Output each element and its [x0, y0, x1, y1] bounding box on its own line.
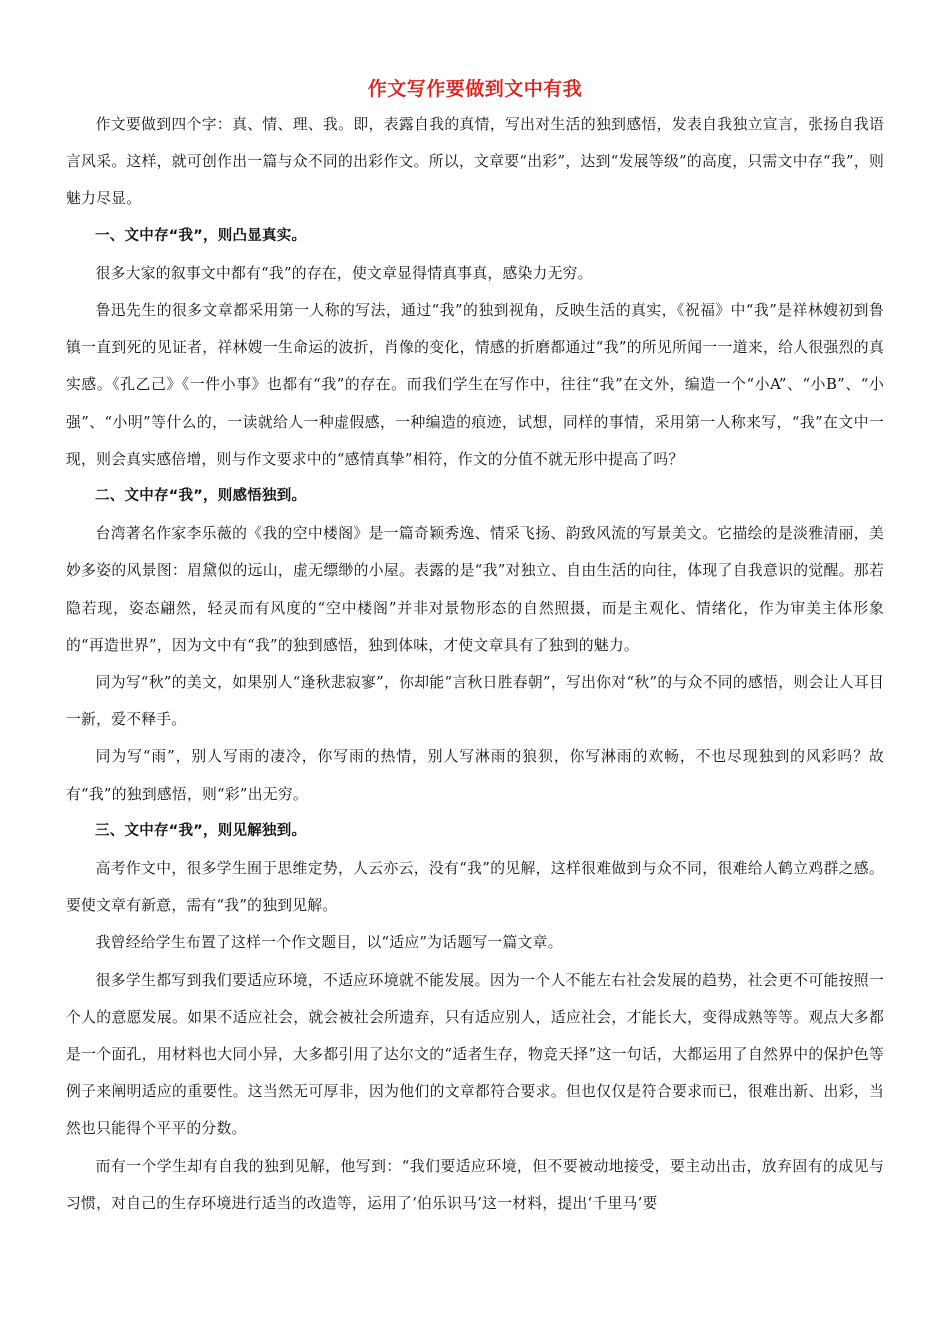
- paragraph: 而有一个学生却有自我的独到见解，他写到：“我们要适应环境，但不要被动地接受，要主动出击，放弃固有的成见与习惯，对自己的生存环境进行适当的改造等，运用了‘伯乐识马’这一材料，提出‘千里马’要: [66, 1157, 884, 1212]
- paragraph-intro: 作文要做到四个字：真、情、理、我。即，表露自我的真情，写出对生活的独到感悟，发表自我独立宣言，张扬自我语言风采。这样，就可创作出一篇与众不同的出彩作文。所以，文章要“出彩”，达到“发展等级”的高度，只需文中存“我”，则魅力尽显。: [66, 116, 884, 208]
- paragraph: 很多大家的叙事文中都有“我”的存在，使文章显得情真事真，感染力无穷。: [95, 264, 593, 282]
- paragraph: 很多学生都写到我们要适应环境，不适应环境就不能发展。因为一个人不能左右社会发展的趋势，社会更不可能按照一个人的意愿发展。如果不适应社会，就会被社会所遗弃，只有适应别人，适应社会，才能长大，变得成熟等等。观点大多都是一个面孔，用材料也大同小异，大多都引用了达尔文的“适者生存，物竞天择”这一句话，大都运用了自然界中的保护色等例子来阐明适应的重要性。这当然无可厚非，因为他们的文章都符合要求。但也仅仅是符合要求而已，很难出新、出彩，当然也只能得个平平的分数。: [66, 971, 884, 1138]
- paragraph: 台湾著名作家李乐薇的《我的空中楼阁》是一篇奇颖秀逸、情采飞扬、韵致风流的写景美文。它描绘的是淡雅清丽，美妙多姿的风景图：眉黛似的远山，虚无缥缈的小屋。表露的是“我”对独立、自由生活的向往，体现了自我意识的觉醒。那若隐若现，姿态翩然，轻灵而有风度的“空中楼阁”并非对景物形态的自然照摄，而是主观化、情绪化，作为审美主体形象的“再造世界”，因为文中有“我”的独到感悟，独到体味，才使文章具有了独到的魅力。: [66, 525, 884, 654]
- section-heading-1: 一、文中存“我”，则凸显真实。: [95, 227, 307, 244]
- paragraph: 高考作文中，很多学生囿于思维定势，人云亦云，没有“我”的见解，这样很难做到与众不同，很难给人鹤立鸡群之感。要使文章有新意，需有“我”的独到见解。: [66, 860, 884, 915]
- document-title: 作文写作要做到文中有我: [367, 78, 583, 100]
- document-page: [66, 72, 884, 1222]
- paragraph: 鲁迅先生的很多文章都采用第一人称的写法，通过“我”的独到视角，反映生活的真实，《祝福》中“我”是祥林嫂初到鲁镇一直到死的见证者，祥林嫂一生命运的波折，肖像的变化，情感的折磨都通过“我”的所见所闻一一道来，给人很强烈的真实感。《孔乙己》《一件小事》也都有“我”的存在。而我们学生在写作中，往往“我”在文外，编造一个“小A”、“小B”、“小强”、“小明”等什么的，一读就给人一种虚假感，一种编造的痕迹，试想，同样的事情，采用第一人称来写，“我”在文中一现，则会真实感倍增，则与作文要求中的“感情真挚”相符，作文的分值不就无形中提高了吗？: [66, 302, 884, 468]
- paragraph: 我曾经给学生布置了这样一个作文题目，以“适应”为话题写一篇文章。: [95, 934, 563, 952]
- section-heading-3: 三、文中存“我”，则见解独到。: [95, 822, 307, 839]
- section-heading-2: 二、文中存“我”，则感悟独到。: [95, 488, 307, 505]
- paragraph: 同为写“雨”，别人写雨的凄冷，你写雨的热情，别人写淋雨的狼狈，你写淋雨的欢畅，不也尽现独到的风彩吗？故有“我”的独到感悟，则“彩”出无穷。: [66, 748, 884, 803]
- paragraph: 同为写“秋”的美文，如果别人“逢秋悲寂寥”，你却能“言秋日胜春朝”，写出你对“秋”的与众不同的感悟，则会让人耳目一新，爱不释手。: [66, 674, 884, 729]
